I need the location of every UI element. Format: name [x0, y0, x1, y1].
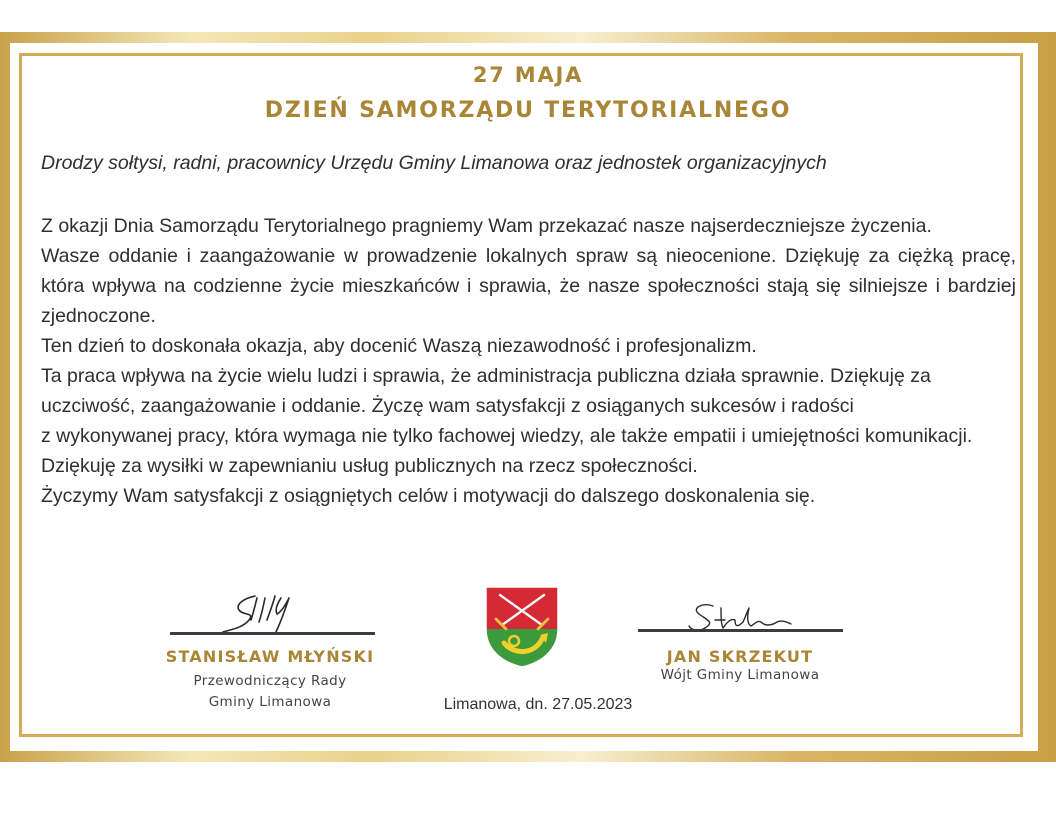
signature-left: [215, 590, 315, 638]
signatory-right-role: Wójt Gminy Limanowa: [660, 667, 820, 683]
paragraph-7: Życzymy Wam satysfakcji z osiągniętych celów i motywacji do dalszego doskonalenia się.: [41, 485, 816, 507]
greeting: Drodzy sołtysi, radni, pracownicy Urzędu Gminy Limanowa oraz jednostek organizacyjnych: [41, 152, 827, 174]
paragraph-4: Ta praca wpływa na życie wielu ludzi i sprawia, że administracja publiczna działa sprawnie. Dziękuję za uczciwość, zaangażowanie i oddanie. Życzę wam satysfakcji z osiąganych sukcesów i radości: [41, 365, 931, 417]
signatory-left-name: STANISŁAW MŁYŃSKI: [165, 647, 375, 666]
paragraph-3: Ten dzień to doskonała okazja, aby docenić Waszą niezawodność i profesjonalizm.: [41, 335, 757, 357]
paragraph-6: Dziękuję za wysiłki w zapewnianiu usług publicznych na rzecz społeczności.: [41, 455, 698, 477]
signature-line-right: [638, 629, 843, 632]
place-and-date: Limanowa, dn. 27.05.2023: [443, 696, 633, 713]
paragraph-2: Wasze oddanie i zaangażowanie w prowadzenie lokalnych spraw są nieocenione. Dziękuję za ciężką pracę, która wpływa na codzienne życie mieszkańców i sprawia, że nasze społeczności stają się silniejsze i bardziej zjednoczone.: [41, 245, 1016, 327]
signatory-left-role-line1: Przewodniczący Rady: [193, 673, 347, 689]
signatory-right-name: JAN SKRZEKUT: [666, 647, 814, 666]
signatory-left-role: [150, 671, 390, 713]
date-heading: 27 MAJA: [472, 63, 584, 87]
paragraph-5: z wykonywanej pracy, która wymaga nie tylko fachowej wiedzy, ale także empatii i umiejętności komunikacji.: [41, 425, 973, 447]
paragraph-1: Z okazji Dnia Samorządu Terytorialnego pragniemy Wam przekazać nasze najserdeczniejsze życzenia.: [41, 215, 932, 237]
occasion-heading: DZIEŃ SAMORZĄDU TERYTORIALNEGO: [264, 98, 792, 123]
coat-of-arms-icon: [484, 585, 560, 669]
signature-line-left: [170, 632, 375, 635]
letter-body: [41, 211, 1016, 511]
signatory-left-role-line2: Gminy Limanowa: [208, 694, 332, 710]
